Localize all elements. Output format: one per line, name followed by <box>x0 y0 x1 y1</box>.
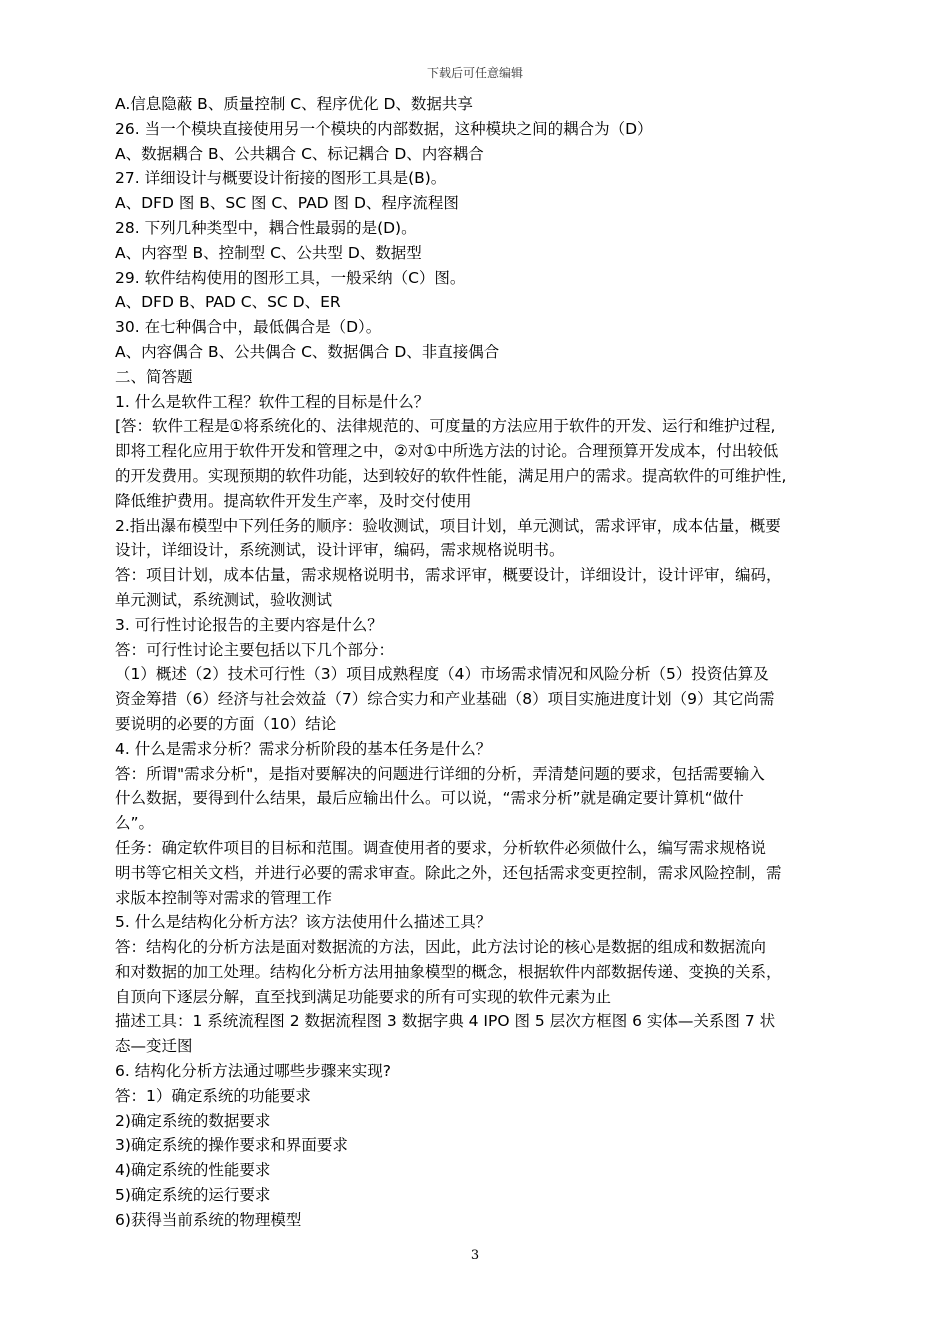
answer-line: 6)获得当前系统的物理模型 <box>115 1210 302 1229</box>
answer-line: 任务：确定软件项目的目标和范围。调查使用者的要求，分析软件必须做什么，编写需求规格说 <box>115 838 767 857</box>
answer-line: 么”。 <box>115 814 155 833</box>
answer-line: 3)确定系统的操作要求和界面要求 <box>115 1136 348 1155</box>
short-question-5: 5. 什么是结构化分析方法？该方法使用什么描述工具？ <box>115 913 492 932</box>
short-question-4: 4. 什么是需求分析？需求分析阶段的基本任务是什么？ <box>115 739 492 758</box>
options-29: A、DFD B、PAD C、SC D、ER <box>115 293 341 312</box>
question-30: 30. 在七种偶合中，最低偶合是（D）。 <box>115 318 382 337</box>
answer-line: 答：1）确定系统的功能要求 <box>115 1086 311 1105</box>
question-line: 设计，详细设计，系统测试，设计评审，编码，需求规格说明书。 <box>115 541 565 560</box>
answer-line: 自顶向下逐层分解，直至找到满足功能要求的所有可实现的软件元素为止 <box>115 987 612 1006</box>
answer-line: 4)确定系统的性能要求 <box>115 1161 271 1180</box>
answer-line: 求版本控制等对需求的管理工作 <box>115 888 333 907</box>
options-30: A、内容偶合 B、公共偶合 C、数据偶合 D、非直接偶合 <box>115 342 500 361</box>
short-question-1: 1. 什么是软件工程？软件工程的目标是什么？ <box>115 392 430 411</box>
question-26: 26. 当一个模块直接使用另一个模块的内部数据，这种模块之间的耦合为（D） <box>115 119 653 138</box>
answer-line: 降低维护费用。提高软件开发生产率，及时交付使用 <box>115 491 472 510</box>
answer-line: 答：项目计划，成本估量，需求规格说明书，需求评审，概要设计，详细设计，设计评审，编码， <box>115 566 782 585</box>
answer-line: 答：结构化的分析方法是面对数据流的方法，因此，此方法讨论的核心是数据的组成和数据流向 <box>115 938 767 957</box>
answer-line: 什么数据，要得到什么结果，最后应输出什么。可以说，“需求分析”就是确定要计算机“做什 <box>115 789 744 808</box>
short-question-6: 6. 结构化分析方法通过哪些步骤来实现? <box>115 1062 391 1081</box>
answer-line: （1）概述（2）技术可行性（3）项目成熟程度（4）市场需求情况和风险分析（5）投资估算及 <box>115 665 769 684</box>
page-header: 下载后可任意编辑 <box>426 66 523 80</box>
options-27: A、DFD 图 B、SC 图 C、PAD 图 D、程序流程图 <box>115 194 459 213</box>
answer-line: 答：所谓"需求分析"，是指对要解决的问题进行详细的分析，弄清楚问题的要求，包括需要输入 <box>115 764 765 783</box>
text-line: A.信息隐蔽 B、质量控制 C、程序优化 D、数据共享 <box>115 95 473 113</box>
question-29: 29. 软件结构使用的图形工具，一般采纳（C）图。 <box>115 268 466 287</box>
answer-line: 答：可行性讨论主要包括以下几个部分： <box>115 640 395 659</box>
options-26: A、数据耦合 B、公共耦合 C、标记耦合 D、内容耦合 <box>115 144 484 163</box>
answer-line: 描述工具：1 系统流程图 2 数据流程图 3 数据字典 4 IPO 图 5 层次方框图 6 实体—关系图 7 状 <box>115 1012 776 1031</box>
question-28: 28. 下列几种类型中，耦合性最弱的是(D)。 <box>115 218 417 237</box>
short-question-2: 2.指出瀑布模型中下列任务的顺序：验收测试，项目计划，单元测试，需求评审，成本估量，概要 <box>115 516 781 535</box>
short-question-3: 3. 可行性讨论报告的主要内容是什么？ <box>115 615 383 634</box>
section-heading: 二、简答题 <box>115 367 193 386</box>
answer-line: 2)确定系统的数据要求 <box>115 1111 271 1130</box>
answer-line: 单元测试，系统测试，验收测试 <box>115 590 333 609</box>
answer-line: [答：软件工程是①将系统化的、法律规范的、可度量的方法应用于软件的开发、运行和维护过程, <box>115 417 776 436</box>
answer-line: 的开发费用。实现预期的软件功能，达到较好的软件性能，满足用户的需求。提高软件的可维护性, <box>115 466 787 485</box>
answer-line: 要说明的必要的方面（10）结论 <box>115 714 337 733</box>
answer-line: 资金筹措（6）经济与社会效益（7）综合实力和产业基础（8）项目实施进度计划（9）其它尚需 <box>115 690 775 709</box>
question-27: 27. 详细设计与概要设计衔接的图形工具是(B)。 <box>115 169 447 188</box>
answer-line: 态—变迁图 <box>115 1037 193 1056</box>
answer-line: 即将工程化应用于软件开发和管理之中，②对①中所选方法的讨论。合理预算开发成本，付出较低 <box>115 442 779 461</box>
document-body <box>115 92 845 1233</box>
answer-line: 5)确定系统的运行要求 <box>115 1186 271 1205</box>
answer-line: 明书等它相关文档，并进行必要的需求审查。除此之外，还包括需求变更控制，需求风险控制，需 <box>115 863 782 882</box>
options-28: A、内容型 B、控制型 C、公共型 D、数据型 <box>115 243 422 262</box>
page-number: 3 <box>470 1248 480 1263</box>
answer-line: 和对数据的加工处理。结构化分析方法用抽象模型的概念，根据软件内部数据传递、变换的关系， <box>115 962 782 981</box>
